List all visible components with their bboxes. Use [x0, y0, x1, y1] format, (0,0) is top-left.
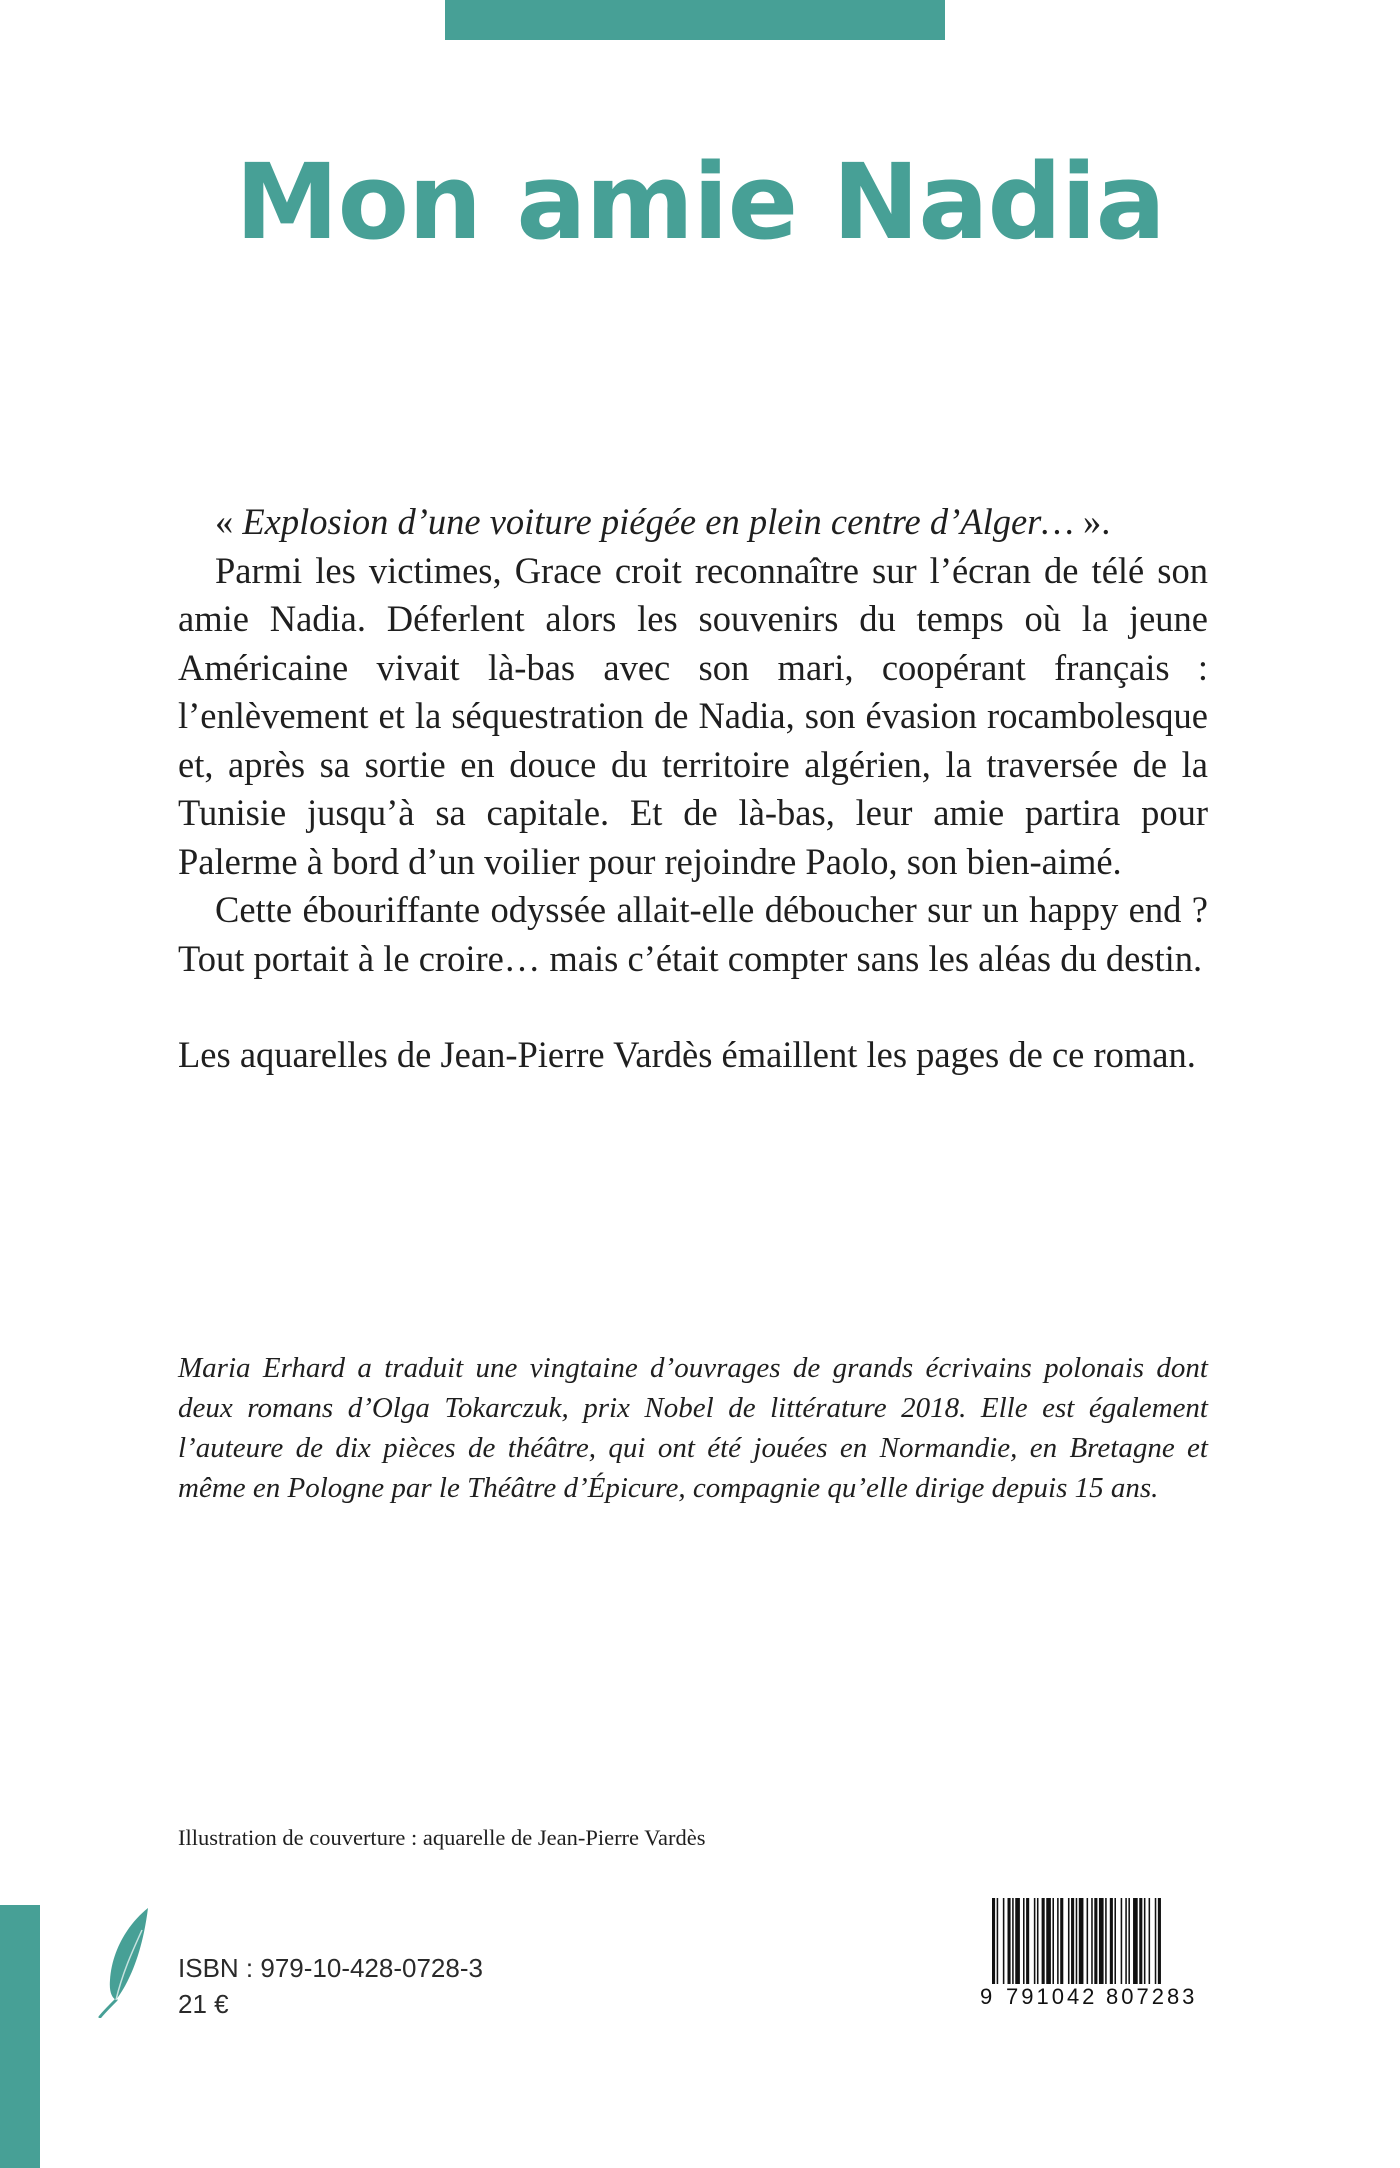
paragraph-gap [178, 983, 1208, 1031]
author-biography: Maria Erhard a traduit une vingtaine d’ouvrages de grands écrivains polonais dont deux romans d’Olga Tokarczuk, prix Nobel de littérature 2018. Elle est également l’auteure de dix pièces de théâtre, qui ont été jouées en Normandie, en Bretagne et même en Pologne par le Théâtre d’Épicure, compagnie qu’elle dirige depuis 15 ans. [178, 1352, 1208, 1504]
isbn-number: ISBN : 979-10-428-0728-3 [178, 1953, 483, 1983]
blurb-paragraph-2: Cette ébouriffante odyssée allait-elle déboucher sur un happy end ? Tout portait à le croire… mais c’était compter sans les aléas du destin. [178, 889, 1208, 979]
barcode-first-digit: 9 [980, 1984, 993, 2009]
cover-illustration-credit: Illustration de couverture : aquarelle de Jean-Pierre Vardès [178, 1825, 706, 1850]
barcode-bars [992, 1898, 1210, 1984]
quote-text: Explosion d’une voiture piégée en plein centre d’Alger… [242, 501, 1074, 542]
barcode-right-group: 807283 [1106, 1984, 1198, 2009]
blurb-paragraph-1: Parmi les victimes, Grace croit reconnaître sur l’écran de télé son amie Nadia. Déferlent alors les souvenirs du temps où la jeune Américaine vivait là-bas avec son mari, coopérant français : l’enlèvement et la séquestration de Nadia, son évasion rocambolesque et, après sa sortie en douce du territoire algérien, la traversée de la Tunisie jusqu’à sa capitale. Et de là-bas, leur amie partira pour Palerme à bord d’un voilier pour rejoindre Paolo, son bien-aimé. [178, 549, 1208, 882]
blurb-quote [178, 498, 1208, 547]
price: 21 € [178, 1989, 229, 2019]
barcode-digits [958, 1984, 1220, 2012]
barcode-left-group: 791042 [1006, 1984, 1098, 2009]
isbn-barcode [958, 1898, 1220, 2012]
top-accent-bar [445, 0, 945, 40]
quote-close: ». [1073, 501, 1111, 542]
side-accent-bar [0, 1905, 40, 2168]
blurb-paragraph-3: Les aquarelles de Jean-Pierre Vardès émaillent les pages de ce roman. [178, 1034, 1196, 1075]
book-title: Mon amie Nadia [235, 141, 1165, 263]
back-cover-blurb [178, 498, 1208, 1080]
feather-logo-icon [98, 1906, 150, 2018]
isbn-price-block [178, 1950, 483, 2022]
quote-open: « [215, 501, 243, 542]
